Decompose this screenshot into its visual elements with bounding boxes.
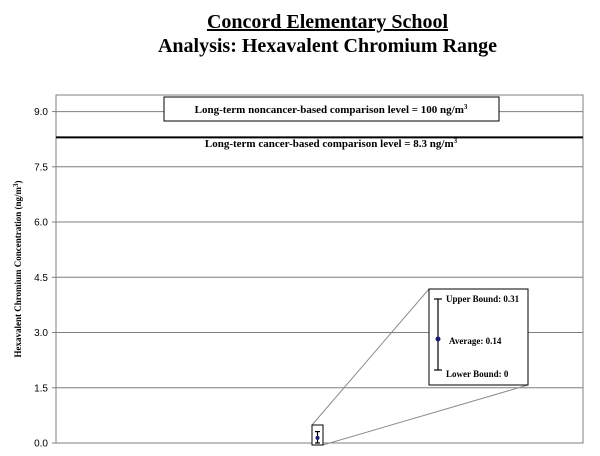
upper-bound-label: Upper Bound: 0.31: [446, 294, 520, 304]
inset-point-average: [436, 337, 441, 342]
noncancer-level-label: Long-term noncancer-based comparison level = 100 ng/m$^3$: [194, 103, 468, 116]
cancer-level-label: Long-term cancer-based comparison level = 8.3 ng/m$^3$: [204, 137, 458, 150]
y-tick-label: 9.0: [34, 107, 48, 119]
y-tick-label: 0.0: [34, 438, 48, 450]
y-axis-ticks: [34, 107, 56, 449]
y-tick-label: 3.0: [34, 328, 48, 340]
average-label: Average: 0.14: [449, 336, 502, 346]
zoom-connector-bottom: [323, 385, 528, 445]
y-tick-label: 6.0: [34, 217, 48, 229]
y-tick-label: 1.5: [34, 383, 48, 395]
y-tick-label: 7.5: [34, 162, 48, 174]
zoom-connector-top: [312, 289, 429, 425]
y-axis-label: Hexavalent Chromium Concentration (ng/m$^3$): [12, 180, 23, 358]
data-point-average: [316, 436, 320, 440]
title-school: Concord Elementary School: [206, 11, 449, 33]
lower-bound-label: Lower Bound: 0: [446, 369, 509, 379]
y-tick-label: 4.5: [34, 272, 48, 284]
title-analysis: Analysis: Hexavalent Chromium Range: [157, 35, 498, 57]
